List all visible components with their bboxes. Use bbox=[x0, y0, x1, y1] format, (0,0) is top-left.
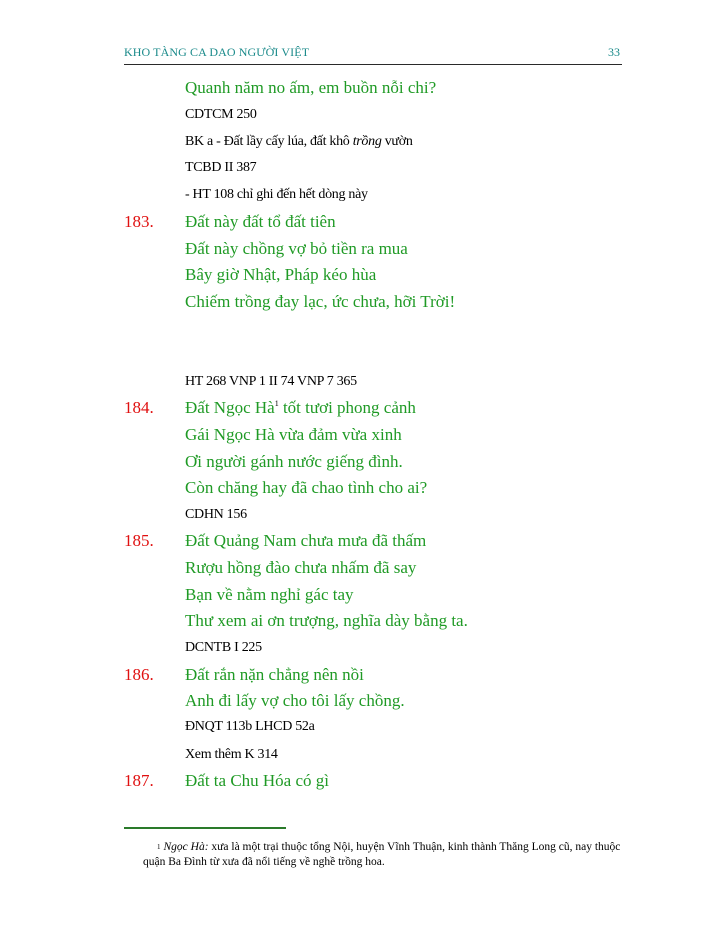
footnote-term: Ngọc Hà: bbox=[163, 841, 209, 853]
verse-line: Anh đi lấy vợ cho tôi lấy chồng. bbox=[185, 691, 405, 710]
page-header bbox=[124, 44, 622, 65]
verse-line: Rượu hồng đào chưa nhấm đã say bbox=[185, 558, 417, 577]
verse-line: Thư xem ai ơn trượng, nghĩa dày bằng ta. bbox=[185, 611, 468, 630]
verse-line: Chiếm trồng đay lạc, ức chưa, hỡi Trời! bbox=[185, 292, 456, 311]
verse-line: Gái Ngọc Hà vừa đảm vừa xinh bbox=[185, 425, 402, 444]
verse-line: Bạn về nằm nghỉ gác tay bbox=[185, 585, 354, 604]
verse-line: Đất rắn nặn chẳng nên nồi bbox=[185, 665, 364, 684]
source-note: - HT 108 chỉ ghi đến hết dòng này bbox=[185, 187, 368, 202]
footnote-divider bbox=[124, 827, 286, 829]
source-note-tail: vườn bbox=[381, 134, 413, 149]
entry-number: 187. bbox=[124, 771, 154, 790]
source-note: Xem thêm K 314 bbox=[185, 747, 278, 762]
entry-number: 183. bbox=[124, 212, 154, 231]
source-ref: CDHN 156 bbox=[185, 507, 247, 522]
verse-line bbox=[185, 398, 416, 418]
footnote-reference[interactable]: 1 bbox=[274, 399, 279, 408]
source-note bbox=[185, 134, 413, 150]
source-note-text: BK a - Đất lầy cấy lúa, đất khô bbox=[185, 134, 353, 149]
source-ref: DCNTB I 225 bbox=[185, 640, 262, 655]
entry-number: 186. bbox=[124, 665, 154, 684]
verse-line-end: tốt tươi phong cảnh bbox=[282, 398, 416, 417]
verse-line: Ơi người gánh nước giếng đình. bbox=[185, 452, 403, 471]
verse-line: Đất Quảng Nam chưa mưa đã thấm bbox=[185, 531, 427, 550]
verse-line: Đất này chồng vợ bỏ tiền ra mua bbox=[185, 239, 408, 258]
verse-line: Bây giờ Nhật, Pháp kéo hùa bbox=[185, 265, 377, 284]
verse-line: Quanh năm no ấm, em buồn nỗi chi? bbox=[185, 78, 437, 97]
footnote-mark: 1 bbox=[157, 843, 161, 851]
source-ref: TCBD II 387 bbox=[185, 160, 257, 175]
verse-line: Đất ta Chu Hóa có gì bbox=[185, 771, 329, 790]
entry-number: 185. bbox=[124, 531, 154, 550]
source-ref: ĐNQT 113b LHCD 52a bbox=[185, 719, 315, 734]
entry-number: 184. bbox=[124, 398, 154, 417]
source-ref: HT 268 VNP 1 II 74 VNP 7 365 bbox=[185, 374, 357, 389]
book-title: KHO TÀNG CA DAO NGƯỜI VIỆT bbox=[124, 45, 310, 59]
verse-line: Đất này đất tổ đất tiên bbox=[185, 212, 336, 231]
source-note-italic: trồng bbox=[352, 134, 382, 149]
footnote-text: xưa là một trại thuộc tổng Nội, huyện Vĩnh Thuận, kinh thành Thăng Long cũ, nay thuộc quận Ba Đình từ xưa đã nổi tiếng về nghề trồng hoa. bbox=[143, 841, 621, 868]
source-ref: CDTCM 250 bbox=[185, 107, 257, 122]
verse-line: Còn chăng hay đã chao tình cho ai? bbox=[185, 478, 428, 497]
page-number: 33 bbox=[608, 45, 620, 59]
footnote bbox=[143, 840, 633, 870]
verse-line-start: Đất Ngọc Hà bbox=[185, 398, 275, 417]
